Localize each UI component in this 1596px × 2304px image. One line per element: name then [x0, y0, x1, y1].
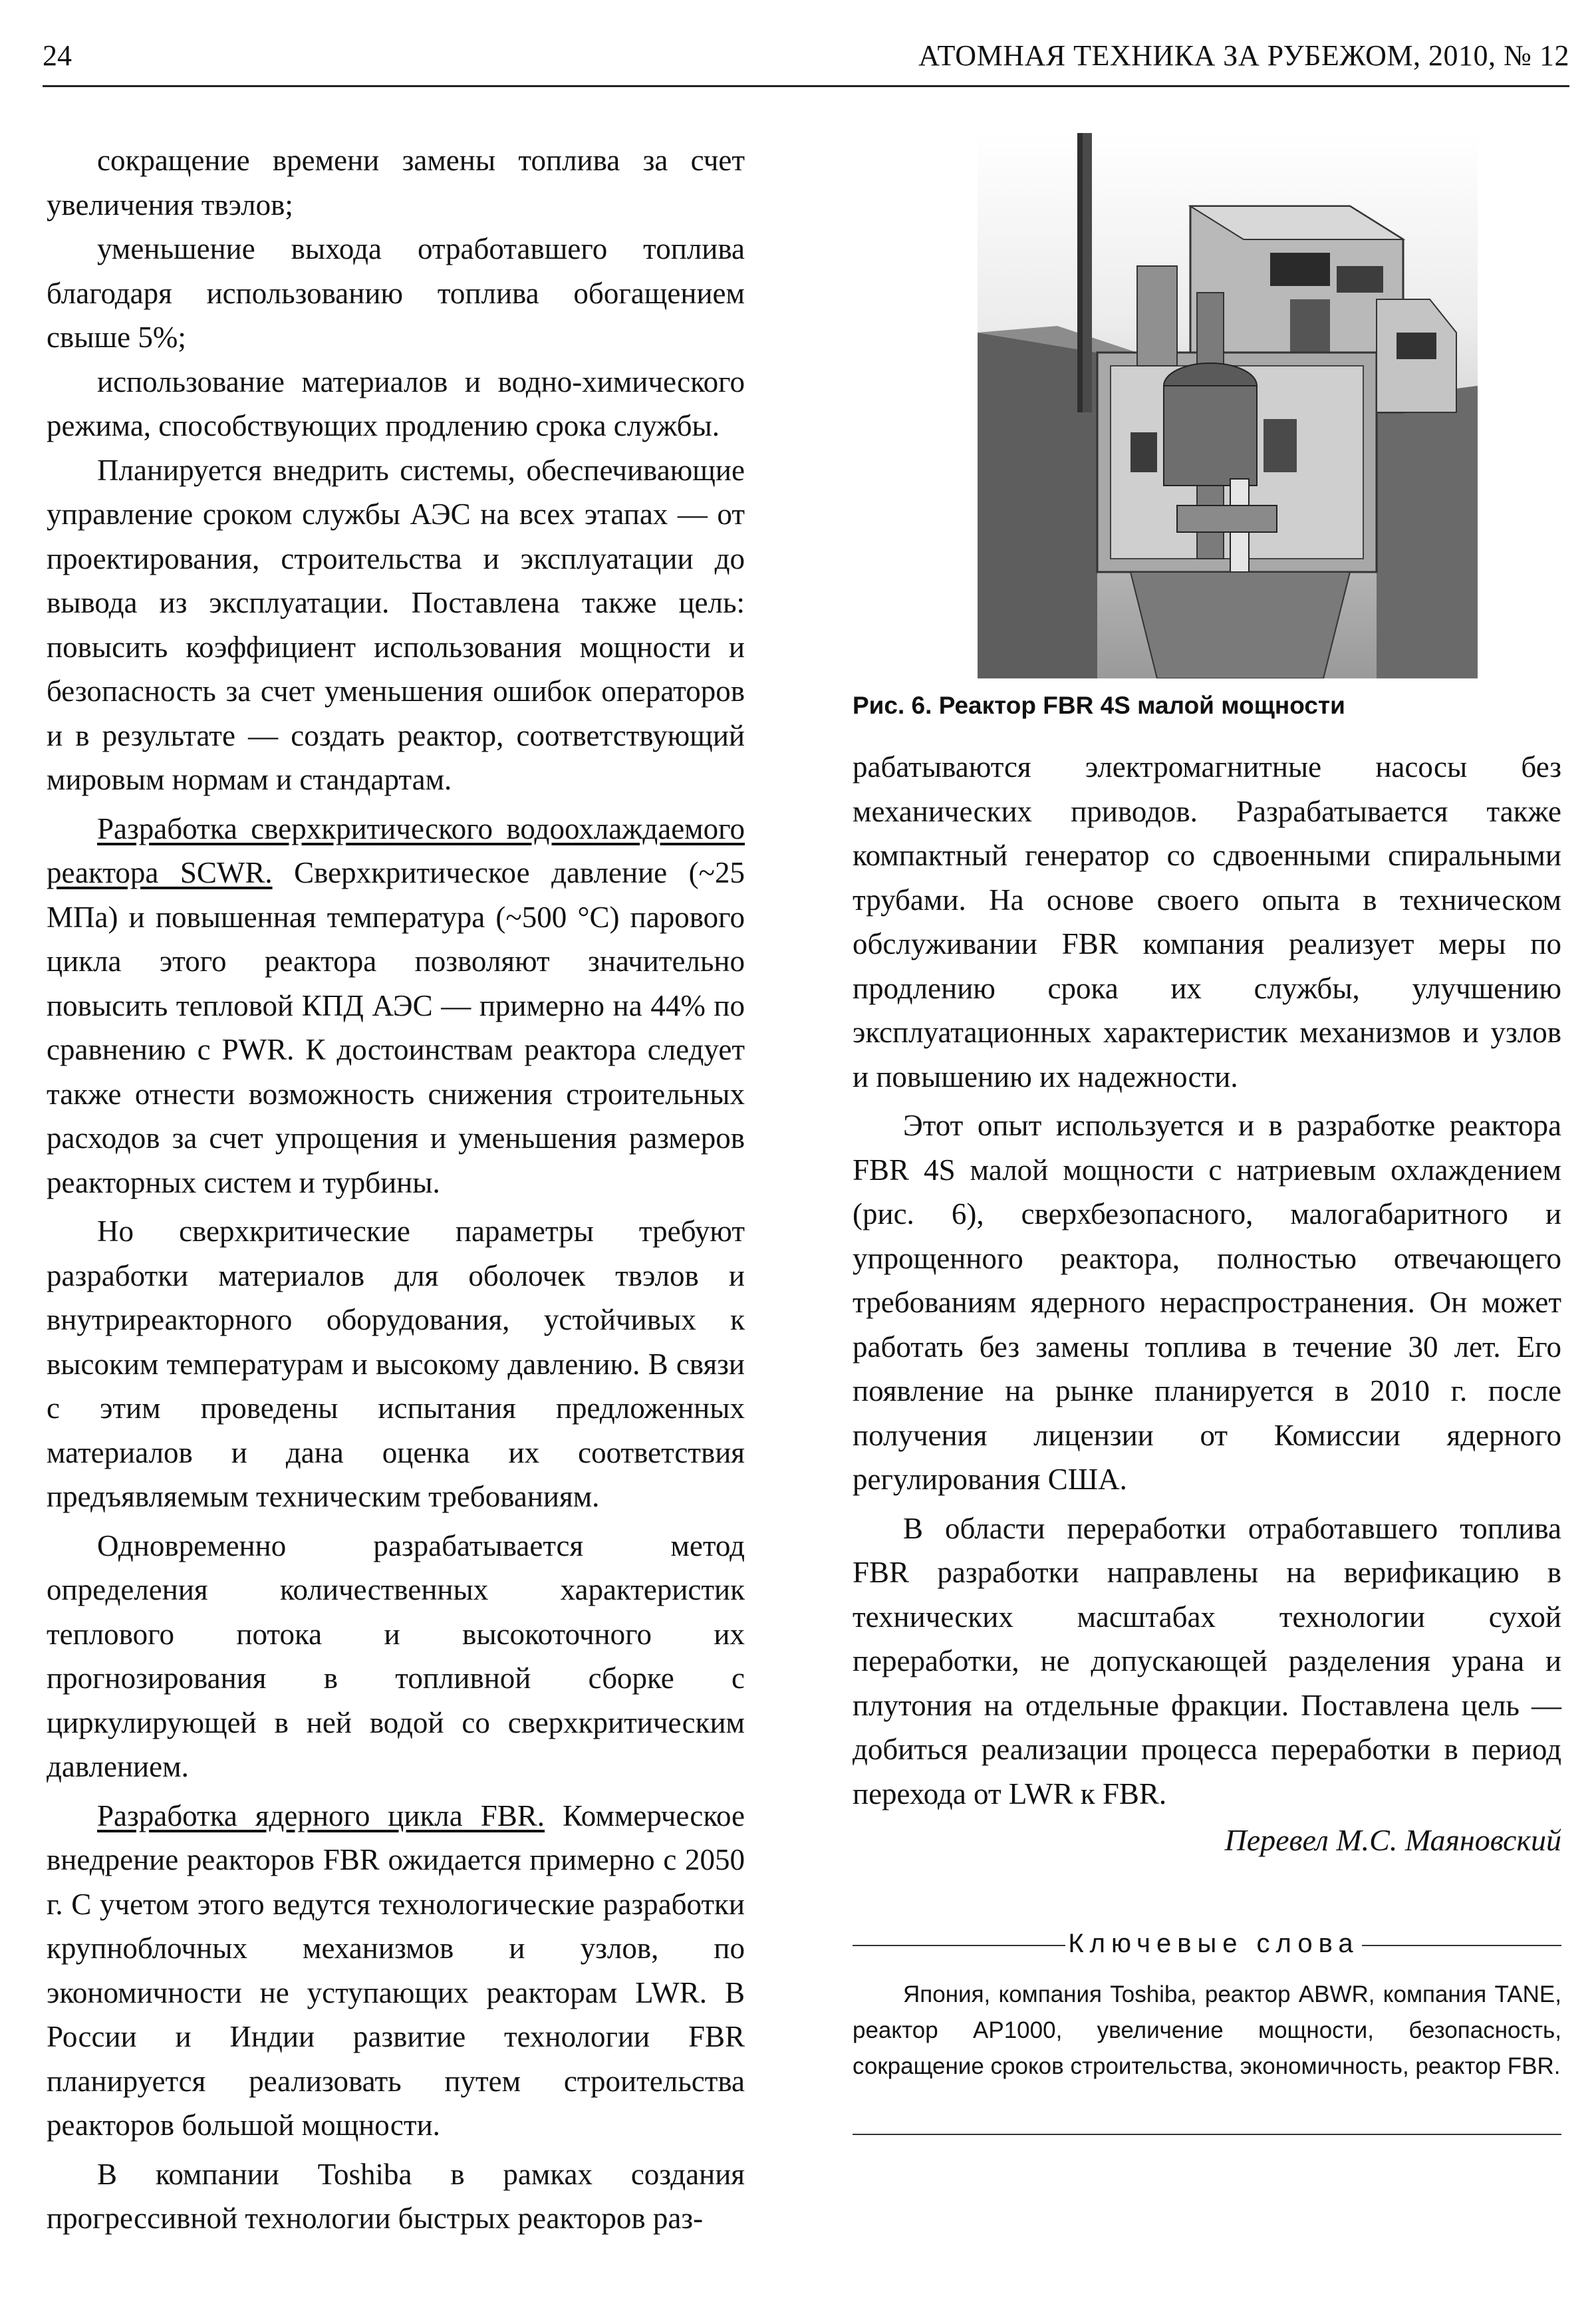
- reactor-figure: [978, 133, 1478, 678]
- keywords-text: [853, 1977, 1561, 2085]
- paragraph: В компании Toshiba в рамках создания прогрессивной технологии быстрых реакторов раз-: [47, 2157, 745, 2235]
- divider: [853, 1945, 1065, 1946]
- section-heading-scwr: Разработка сверхкритического водоохлаждаемого реактора SCWR.: [47, 811, 745, 889]
- paragraph: В области переработки отработавшего топлива FBR разработки направлены на верификацию в технических масштабах технологии сухой переработки, не допускающей разделения урана и плутония на отдельные фракции. Поставлена цель — добиться реализации процесса переработки в период перехода от LWR к FBR.: [853, 1511, 1561, 1810]
- section-heading-fbr: Разработка ядерного цикла FBR.: [97, 1799, 545, 1832]
- reactor-illustration: [978, 133, 1478, 678]
- page-number: 24: [43, 39, 72, 72]
- right-column: [853, 745, 1561, 1816]
- keywords-list: Япония, компания Toshiba, реактор ABWR, компания TANE, реактор AP1000, увеличение мощности, безопасность, сокращение сроков строительства, экономичность, реактор FBR.: [853, 1981, 1561, 2079]
- translator-credit: Перевел М.С. Маяновский: [1224, 1823, 1561, 1857]
- paragraph: Но сверхкритические параметры требуют разработки материалов для оболочек твэлов и внутриреакторного оборудования, устойчивых к высоким температурам и высокому давлению. В связи с этим проведены испытания предложенных материалов и дана оценка их соответствия предъявляемым техническим требованиям.: [47, 1215, 745, 1513]
- paragraph: сокращение времени замены топлива за счет увеличения твэлов;: [47, 144, 745, 221]
- keywords-heading: [853, 1929, 1561, 1962]
- paragraph: уменьшение выхода отработавшего топлива благодаря использованию топлива обогащением свыше 5%;: [47, 232, 745, 354]
- paragraph: Этот опыт используется и в разработке реактора FBR 4S малой мощности с натриевым охлаждением (рис. 6), сверхбезопасного, малогабаритного и упрощенного реактора, полностью отвечающего требованиям ядерного нераспространения. Он может работать без замены топлива в течение 30 лет. Его появление на рынке планируется в 2010 г. после получения лицензии от Комиссии ядерного регулирования США.: [853, 1109, 1561, 1496]
- page-header: [43, 39, 1569, 87]
- paragraph-text: Коммерческое внедрение реакторов FBR ожидается примерно с 2050 г. С учетом этого ведутся технологические разработки крупноблочных механизмов и узлов, по экономичности не уступающих реакторам LWR. В России и Индии развитие технологии FBR планируется реализовать путем строительства реакторов большой мощности.: [47, 1799, 745, 2142]
- paragraph: Одновременно разрабатывается метод определения количественных характеристик теплового потока и высокоточного их прогнозирования в топливной сборке с циркулирующей в ней водой со сверхкритическим давлением.: [47, 1528, 745, 1783]
- paragraph: рабатываются электромагнитные насосы без механических приводов. Разрабатывается также компактный генератор со сдвоенными спиральными трубами. На основе своего опыта в техническом обслуживании FBR компания реализует меры по продлению срока их службы, улучшению эксплуатационных характеристик механизмов и узлов и повышению их надежности.: [853, 750, 1561, 1093]
- paragraph: Планируется внедрить системы, обеспечивающие управление сроком службы АЭС на всех этапах — от проектирования, строительства и эксплуатации до вывода из эксплуатации. Поставлена также цель: повысить коэффициент использования мощности и безопасность за счет уменьшения ошибок операторов и в результате — создать реактор, соответствующий мировым нормам и стандартам.: [47, 453, 745, 796]
- paragraph-scwr: [47, 807, 745, 1205]
- paragraph: использование материалов и водно-химического режима, способствующих продлению срока службы.: [47, 364, 745, 442]
- divider: [1362, 1945, 1561, 1946]
- keywords-title: Ключевые слова: [1068, 1929, 1359, 1958]
- divider: [853, 2134, 1561, 2135]
- paragraph-fbr: [47, 1794, 745, 2148]
- figure-caption: Рис. 6. Реактор FBR 4S малой мощности: [853, 692, 1345, 719]
- left-column: [47, 138, 745, 2241]
- journal-title: АТОМНАЯ ТЕХНИКА ЗА РУБЕЖОМ, 2010, № 12: [918, 39, 1569, 72]
- paragraph-text: Сверхкритическое давление (~25 МПа) и повышенная температура (~500 °С) парового цикла этого реактора позволяют значительно повысить тепловой КПД АЭС — примерно на 44% по сравнению с PWR. К достоинствам реактора следует также отнести возможность снижения строительных расходов за счет упрощения и уменьшения размеров реакторных систем и турбины.: [47, 856, 745, 1199]
